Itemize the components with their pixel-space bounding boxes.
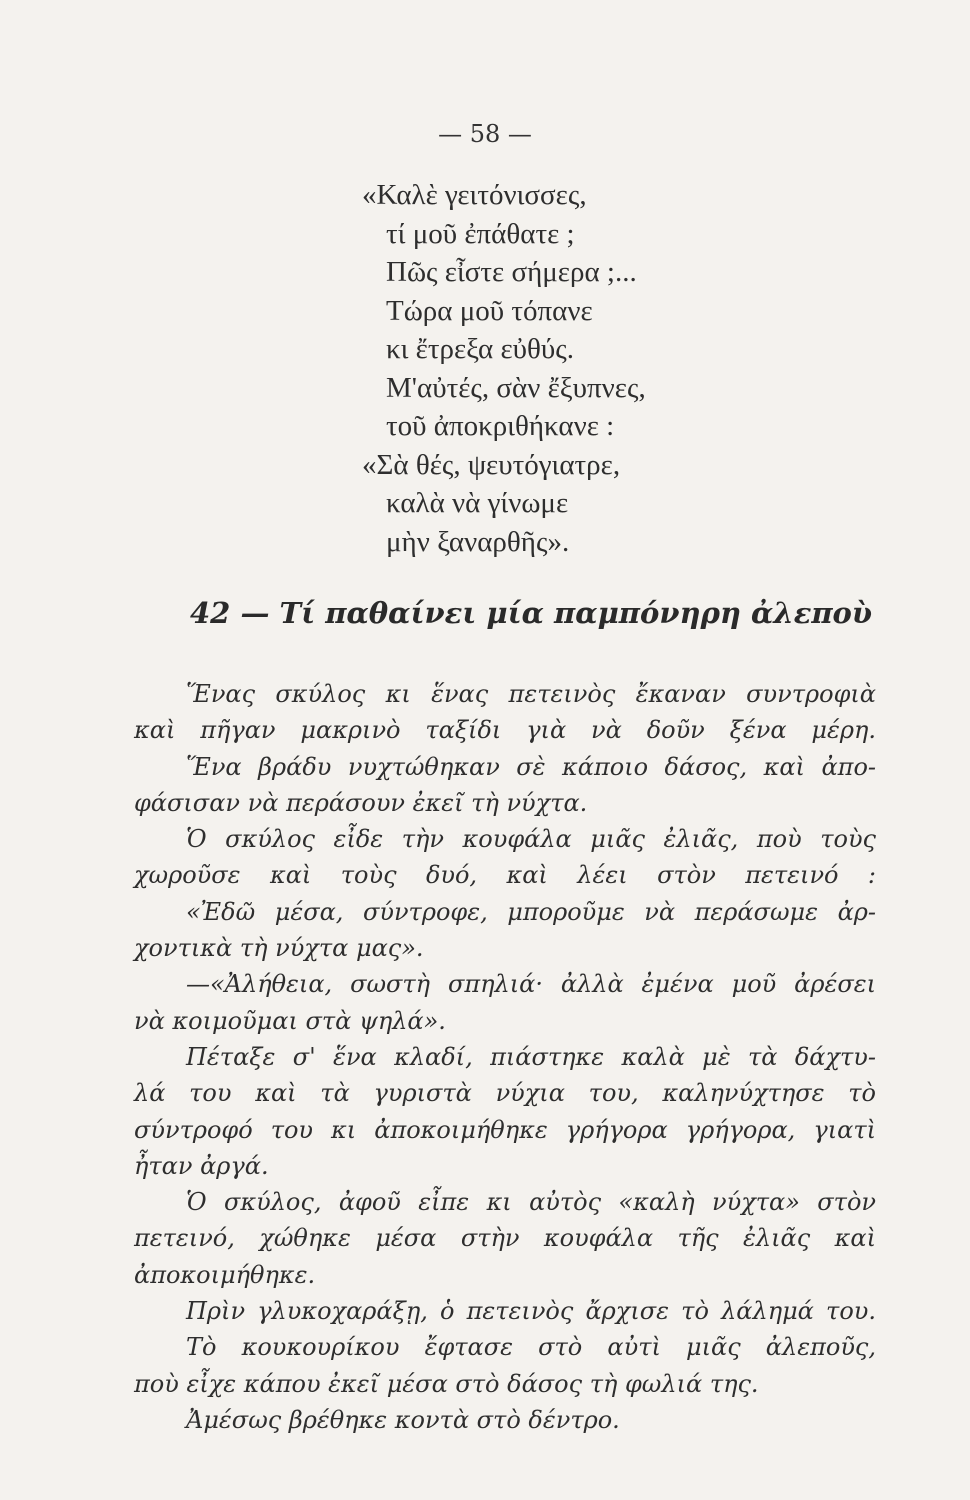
poem-line: τί μοῦ ἐπάθατε ;: [386, 217, 575, 250]
text-line: Ἀμέσως βρέθηκε κοντὰ στὸ δέντρο.: [186, 1405, 620, 1434]
text-line: ἀποκοιμήθηκε.: [134, 1260, 316, 1289]
poem-line: Μ'αὐτές, σὰν ἔξυπνες,: [386, 371, 646, 404]
text-line: φάσισαν νὰ περάσουν ἐκεῖ τὴ νύχτα.: [134, 788, 588, 817]
poem-line: «Σὰ θές, ψευτόγιατρε,: [362, 448, 621, 481]
poem-line: Πῶς εἶστε σήμερα ;...: [386, 256, 637, 288]
poem-line: κι ἔτρεξα εὐθύς.: [386, 333, 574, 365]
text-line: νὰ κοιμοῦμαι στὰ ψηλά».: [134, 1006, 446, 1035]
poem-line: Τώρα μοῦ τόπανε: [386, 294, 593, 327]
text-line: Ἕνα βράδυ νυχτώθηκαν σὲ κάποιο δάσος, καὶ ἀπο-: [186, 752, 876, 781]
story-text: [134, 676, 876, 1438]
poem-line: τοῦ ἀποκριθήκανε :: [386, 410, 615, 442]
text-line: Τὸ κουκουρίκου ἔφτασε στὸ αὐτὶ μιᾶς ἀλεποῦς,: [186, 1333, 876, 1362]
text-line: Πέταξε σ' ἕνα κλαδί, πιάστηκε καλὰ μὲ τὰ δάχτυ-: [186, 1042, 876, 1071]
text-line: πετεινό, χώθηκε μέσα στὴν κουφάλα τῆς ἐλιᾶς καὶ: [134, 1224, 876, 1253]
text-line: «Ἐδῶ μέσα, σύντροφε, μποροῦμε νὰ περάσωμε ἀρ-: [186, 897, 876, 926]
text-line: χωροῦσε καὶ τοὺς δυό, καὶ λέει στὸν πετεινό :: [134, 861, 876, 890]
text-line: καὶ πῆγαν μακρινὸ ταξίδι γιὰ νὰ δοῦν ξένα μέρη.: [134, 716, 876, 745]
poem: [362, 176, 646, 561]
page-number: — 58 —: [438, 120, 532, 148]
story-title: 42 — Τί παθαίνει μία παμπόνηρη ἀλεποὺ: [190, 596, 873, 630]
text-line: Ὁ σκύλος εἶδε τὴν κουφάλα μιᾶς ἐλιᾶς, ποὺ τοὺς: [186, 825, 876, 854]
text-line: ποὺ εἶχε κάπου ἐκεῖ μέσα στὸ δάσος τὴ φωλιά της.: [134, 1369, 759, 1398]
text-line: λά του καὶ τὰ γυριστὰ νύχια του, καληνύχτησε τὸ: [134, 1079, 876, 1108]
text-line: χοντικὰ τὴ νύχτα μας».: [134, 934, 424, 963]
poem-line: «Καλὲ γειτόνισσες,: [362, 179, 587, 211]
poem-line: καλὰ νὰ γίνωμε: [386, 487, 569, 519]
text-line: σύντροφό του κι ἀποκοιμήθηκε γρήγορα γρήγορα, γιατὶ: [134, 1115, 876, 1144]
poem-line: μὴν ξαναρθῆς».: [386, 525, 570, 558]
text-line: Ὁ σκύλος, ἀφοῦ εἶπε κι αὐτὸς «καλὴ νύχτα» στὸν: [186, 1188, 876, 1217]
text-line: Πρὶν γλυκοχαράξῃ, ὁ πετεινὸς ἄρχισε τὸ λάλημά του.: [186, 1297, 876, 1326]
text-line: —«Ἀλήθεια, σωστὴ σπηλιά· ἀλλὰ ἐμένα μοῦ ἀρέσει: [186, 970, 876, 999]
text-line: ἦταν ἀργά.: [134, 1151, 269, 1180]
text-line: Ἕνας σκύλος κι ἕνας πετεινὸς ἔκαναν συντροφιὰ: [186, 680, 876, 708]
